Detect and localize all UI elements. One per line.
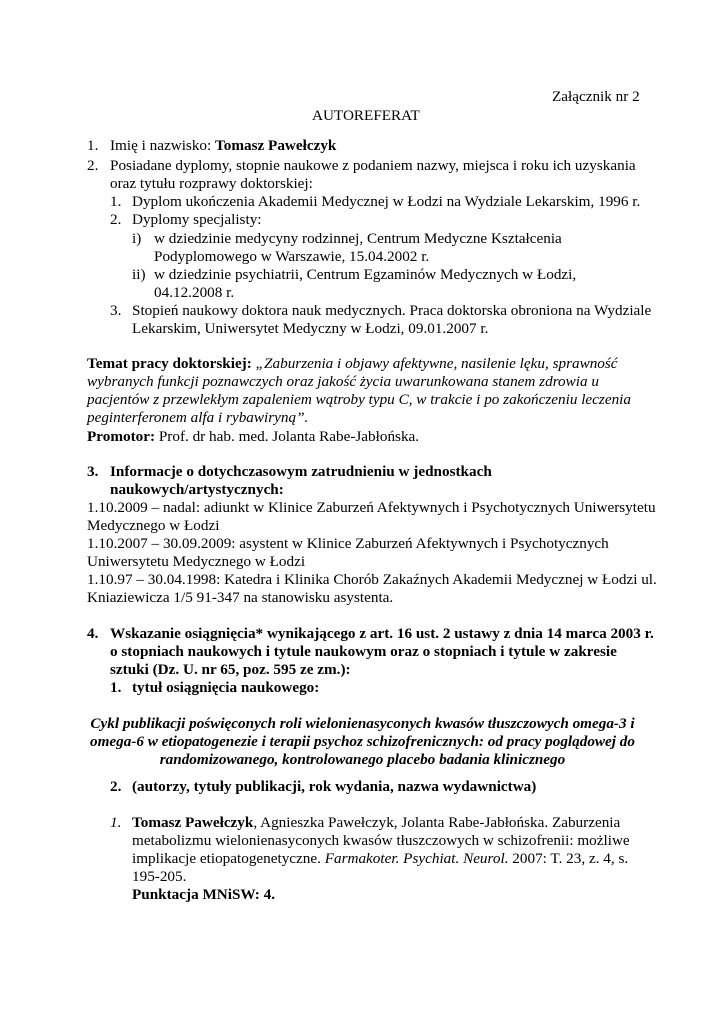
achievement-title-text: omega-6 w etiopatogenezie i terapii psychoz schizofrenicznych: od pracy poglądowej do: [89, 733, 635, 750]
thesis-title-text: pacjentów z przewlekłym zapaleniem wątroby typu C, w trakcie i po zakończeniu leczenia: [87, 391, 631, 408]
publication-number-text: 1.: [110, 814, 122, 831]
promotor-label: Promotor:: [87, 428, 156, 445]
diplomas-heading: oraz tytułu rozprawy doktorskiej:: [110, 175, 313, 192]
section-number: [87, 625, 98, 643]
degree-item: Stopień naukowy doktora nauk medycznych. Praca doktorska obroniona na Wydziale: [132, 302, 652, 319]
employment-entry: 1.10.2009 – nadal: adiunkt w Klinice Zaburzeń Afektywnych i Psychotycznych Uniwersytetu: [87, 499, 656, 516]
section-heading-text: Informacje o dotychczasowym zatrudnieniu w jednostkach: [110, 463, 492, 480]
achievement-title-text: Cykl publikacji poświęconych roli wielonienasyconych kwasów tłuszczowych omega-3 i: [90, 715, 635, 732]
thesis-title-text: wybranych funkcji poznawczych oraz jakość życia uwarunkowana stanem zdrowia u: [87, 373, 599, 390]
section-heading-text: sztuki (Dz. U. nr 65, poz. 595 ze zm.):: [110, 661, 351, 678]
publication-number: [110, 814, 121, 832]
subsection-number: [110, 679, 121, 697]
section-number: [87, 463, 98, 481]
specialization-item: w dziedzinie psychiatrii, Centrum Egzaminów Medycznych w Łodzi,: [154, 266, 577, 283]
section-heading: [110, 481, 284, 499]
specialization-item: 04.12.2008 r.: [154, 284, 235, 301]
list-number: 3.: [110, 302, 122, 319]
subsection-number: [110, 778, 121, 796]
section-heading: [110, 625, 654, 643]
thesis-title-text: peginterferonem alfa i rybawiryną”.: [87, 409, 309, 426]
promotor-line: [87, 428, 419, 446]
thesis-title: [87, 373, 599, 391]
publication-text: implikacje etiopatogenetyczne.: [132, 850, 325, 867]
achievement-title: [0, 715, 725, 733]
section-number-text: 4.: [87, 625, 99, 642]
attachment-label: Załącznik nr 2: [552, 88, 640, 105]
subsection-number-text: 1.: [110, 679, 122, 696]
achievement-title: [0, 733, 725, 751]
subsection-heading-text: (autorzy, tytuły publikacji, rok wydania, nazwa wydawnictwa): [132, 778, 537, 795]
specialization-item: Podyplomowego w Warszawie, 15.04.2002 r.: [154, 248, 430, 265]
employment-entry: Medycznego w Łodzi: [87, 517, 220, 534]
publication-entry: metabolizmu wielonienasyconych kwasów tłuszczowych w schizofrenii: możliwe: [132, 832, 630, 849]
list-number: i): [132, 230, 142, 247]
publication-entry: [132, 814, 620, 832]
section-heading-text: Wskazanie osiągnięcia* wynikającego z art. 16 ust. 2 ustawy z dnia 14 marca 2003 r.: [110, 625, 654, 642]
section-heading: [110, 661, 351, 679]
diploma-item: Dyplom ukończenia Akademii Medycznej w Łodzi na Wydziale Lekarskim, 1996 r.: [132, 193, 641, 210]
person-name: Tomasz Pawełczyk: [215, 137, 337, 154]
promotor-name: Prof. dr hab. med. Jolanta Rabe-Jabłońska.: [155, 428, 420, 445]
section-heading: [110, 643, 617, 661]
publication-author: Tomasz Pawełczyk: [132, 814, 254, 831]
section-heading: [110, 463, 492, 481]
thesis-title: [87, 391, 631, 409]
employment-entry: Uniwersytetu Medycznego w Łodzi: [87, 553, 306, 570]
section-number-text: 3.: [87, 463, 99, 480]
publication-entry: [132, 850, 628, 868]
publication-score: [132, 886, 275, 904]
list-number: 1.: [110, 193, 122, 210]
publication-text: , Agnieszka Pawełczyk, Jolanta Rabe-Jabłońska. Zaburzenia: [253, 814, 621, 831]
publication-entry: 195-205.: [132, 868, 187, 885]
list-number: 2.: [110, 211, 122, 228]
diplomas-heading: Posiadane dyplomy, stopnie naukowe z podaniem nazwy, miejsca i roku ich uzyskania: [110, 157, 636, 174]
degree-item: Lekarskim, Uniwersytet Medyczny w Łodzi, 09.01.2007 r.: [132, 320, 489, 337]
list-number: ii): [132, 266, 146, 283]
name-label: Imię i nazwisko:: [110, 137, 216, 154]
employment-entry: 1.10.97 – 30.04.1998: Katedra i Klinika Chorób Zakaźnych Akademii Medycznej w Łodzi ul.: [87, 571, 657, 588]
publication-text: 2007: T. 23, z. 4, s.: [508, 850, 629, 867]
thesis-title: „Zaburzenia i objawy afektywne, nasilenie lęku, sprawność: [251, 355, 618, 372]
subsection-heading: [132, 778, 536, 796]
section-heading-text: naukowych/artystycznych:: [110, 481, 284, 498]
thesis-title: [87, 409, 308, 427]
name-line: [110, 137, 336, 155]
subsection-heading-text: tytuł osiągnięcia naukowego:: [132, 679, 320, 696]
list-number: 2.: [87, 157, 99, 174]
thesis-line: [87, 355, 618, 373]
subsection-heading: [132, 679, 319, 697]
publication-score-text: Punktacja MNiSW: 4.: [132, 886, 276, 903]
thesis-label: Temat pracy doktorskiej:: [87, 355, 252, 372]
employment-entry: Kniaziewicza 1/5 91-347 na stanowisku asystenta.: [87, 589, 394, 606]
employment-entry: 1.10.2007 – 30.09.2009: asystent w Klinice Zaburzeń Afektywnych i Psychotycznych: [87, 535, 609, 552]
achievement-title-text: randomizowanego, kontrolowanego placebo badania klinicznego: [159, 751, 566, 768]
diploma-item: Dyplomy specjalisty:: [132, 211, 262, 228]
page-title: AUTOREFERAT: [312, 107, 420, 124]
subsection-number-text: 2.: [110, 778, 122, 795]
publication-journal: Farmakoter. Psychiat. Neurol.: [324, 850, 509, 867]
achievement-title: [0, 751, 725, 769]
list-number: 1.: [87, 137, 99, 154]
specialization-item: w dziedzinie medycyny rodzinnej, Centrum Medyczne Kształcenia: [154, 230, 562, 247]
section-heading-text: o stopniach naukowych i tytule naukowym oraz o stopniach i tytule w zakresie: [110, 643, 617, 660]
